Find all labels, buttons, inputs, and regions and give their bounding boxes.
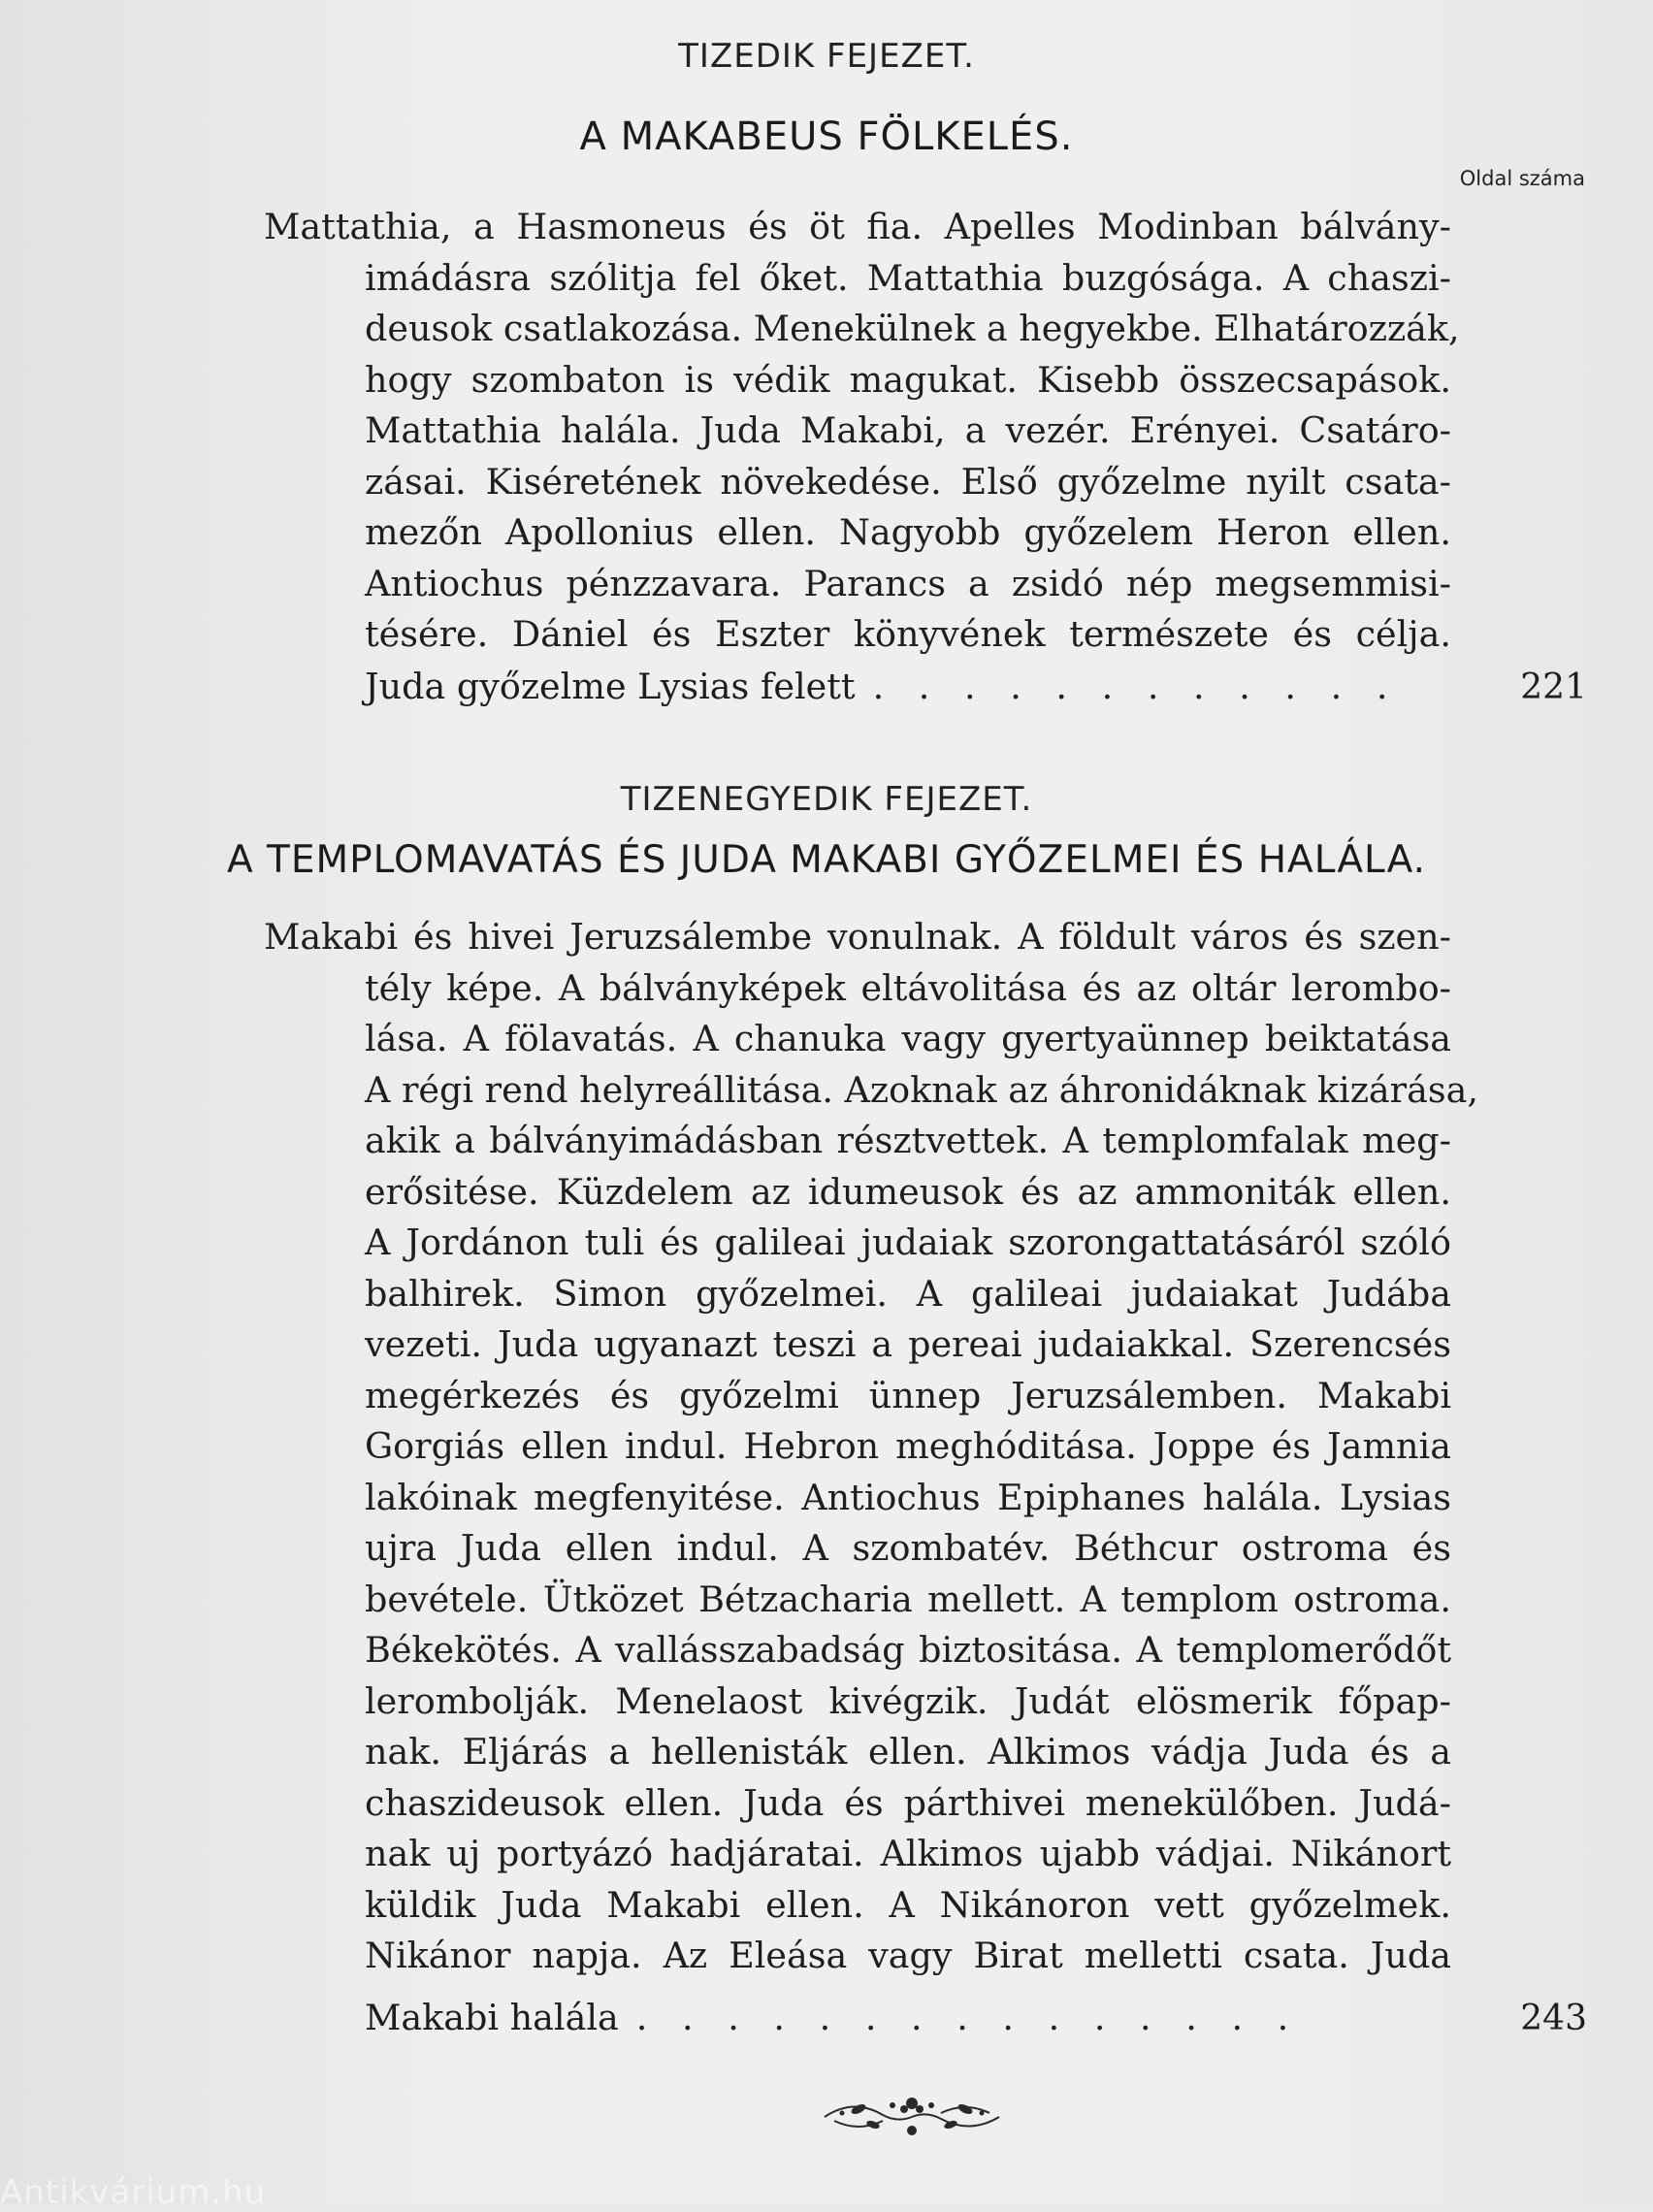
summary-line: akik a bálványimádásban résztvettek. A templomfalak meg-: [365, 1120, 1451, 1161]
summary-line: nak uj portyázó hadjáratai. Alkimos ujabb vádjai. Nikánort: [365, 1833, 1451, 1874]
summary-line: Mattathia, a Hasmoneus és öt fia. Apelles Modinban bálvány-: [264, 206, 1451, 247]
summary-line: mezőn Apollonius ellen. Nagyobb győzelem Heron ellen.: [365, 511, 1451, 553]
summary-line: Békekötés. A vallásszabadság biztositása. A templomerődőt: [365, 1629, 1451, 1671]
summary-line: balhirek. Simon győzelmei. A galileai judaiakat Judába: [365, 1272, 1451, 1315]
summary-line: zásai. Kiséretének növekedése. Első győzelme nyilt csata-: [365, 460, 1451, 503]
summary-line: ujra Juda ellen indul. A szombatév. Béthcur ostroma és: [365, 1527, 1451, 1569]
summary-line: Antiochus pénzzavara. Parancs a zsidó nép megsemmisi-: [365, 562, 1451, 604]
chapter-label: TIZENEGYEDIK FEJEZET.: [620, 780, 1033, 819]
summary-last-line: Juda győzelme Lysias felett: [365, 666, 856, 707]
summary-line: erősitése. Küzdelem az idumeusok és az ammoniták ellen.: [365, 1170, 1451, 1213]
summary-last-line: Makabi halála: [365, 1997, 619, 2038]
chapter-title: A MAKABEUS FÖLKELÉS.: [579, 114, 1074, 159]
summary-line: nak. Eljárás a hellenisták ellen. Alkimos vádja Juda és a: [365, 1731, 1451, 1773]
summary-line: küldik Juda Makabi ellen. A Nikánoron vett győzelmek.: [365, 1883, 1451, 1926]
summary-line: chaszideusok ellen. Juda és párthivei menekülőben. Judá-: [365, 1781, 1451, 1824]
summary-line: deusok csatlakozása. Menekülnek a hegyekbe. Elhatározzák,: [365, 308, 1460, 349]
summary-line: vezeti. Juda ugyanazt teszi a pereai judaiakkal. Szerencsés: [365, 1323, 1451, 1365]
summary-line: Gorgiás ellen indul. Hebron meghóditása. Joppe és Jamnia: [365, 1425, 1451, 1467]
summary-line: Nikánor napja. Az Eleása vagy Birat melletti csata. Juda: [365, 1935, 1451, 1976]
chapter-summary: [264, 202, 1460, 661]
summary-line: Makabi és hivei Jeruzsálembe vonulnak. A földult város és szen-: [264, 916, 1451, 958]
summary-line: tély képe. A bálványképek eltávolitása és az oltár lerombo-: [365, 966, 1451, 1009]
chapter-label: TIZEDIK FEJEZET.: [678, 37, 975, 76]
summary-line: A régi rend helyreállitása. Azoknak az áhronidáknak kizárása,: [365, 1068, 1478, 1111]
page-number: 243: [1520, 1999, 1587, 2038]
toc-entry-row: [365, 662, 1587, 713]
summary-line: lerombolják. Menelaost kivégzik. Judát elösmerik főpap-: [365, 1679, 1451, 1722]
floral-vignette-icon: [815, 2088, 1009, 2146]
summary-line: A Jordánon tuli és galileai judaiak szorongattatásáról szóló: [365, 1221, 1451, 1263]
page-number-column-header: Oldal száma: [1459, 167, 1585, 190]
summary-line: lása. A fölavatás. A chanuka vagy gyertyaünnep beiktatása: [365, 1018, 1451, 1059]
summary-line: Mattathia halála. Juda Makabi, a vezér. Erényei. Csatáro-: [365, 409, 1451, 451]
summary-line: tésére. Dániel és Eszter könyvének természete és célja.: [365, 613, 1451, 655]
toc-entry-row: [365, 1993, 1587, 2044]
watermark: Antikvárium.hu: [0, 2173, 267, 2212]
summary-line: lakóinak megfenyitése. Antiochus Epiphanes halála. Lysias: [365, 1476, 1451, 1518]
chapter-summary: [264, 912, 1478, 1982]
summary-line: bevétele. Ütközet Bétzacharia mellett. A templom ostroma.: [365, 1578, 1451, 1620]
summary-line: imádásra szólitja fel őket. Mattathia buzgósága. A chaszi-: [365, 256, 1451, 299]
leader-dots: . . . . . . . . . . . .: [872, 666, 1400, 707]
page-number: 221: [1520, 667, 1587, 707]
chapter-title: A TEMPLOMAVATÁS ÉS JUDA MAKABI GYŐZELMEI ÉS HALÁLA.: [226, 838, 1427, 882]
summary-line: megérkezés és győzelmi ünnep Jeruzsálemben. Makabi: [365, 1374, 1451, 1416]
leader-dots: . . . . . . . . . . . . . . .: [635, 1997, 1301, 2038]
summary-line: hogy szombaton is védik magukat. Kisebb összecsapások.: [365, 358, 1451, 401]
